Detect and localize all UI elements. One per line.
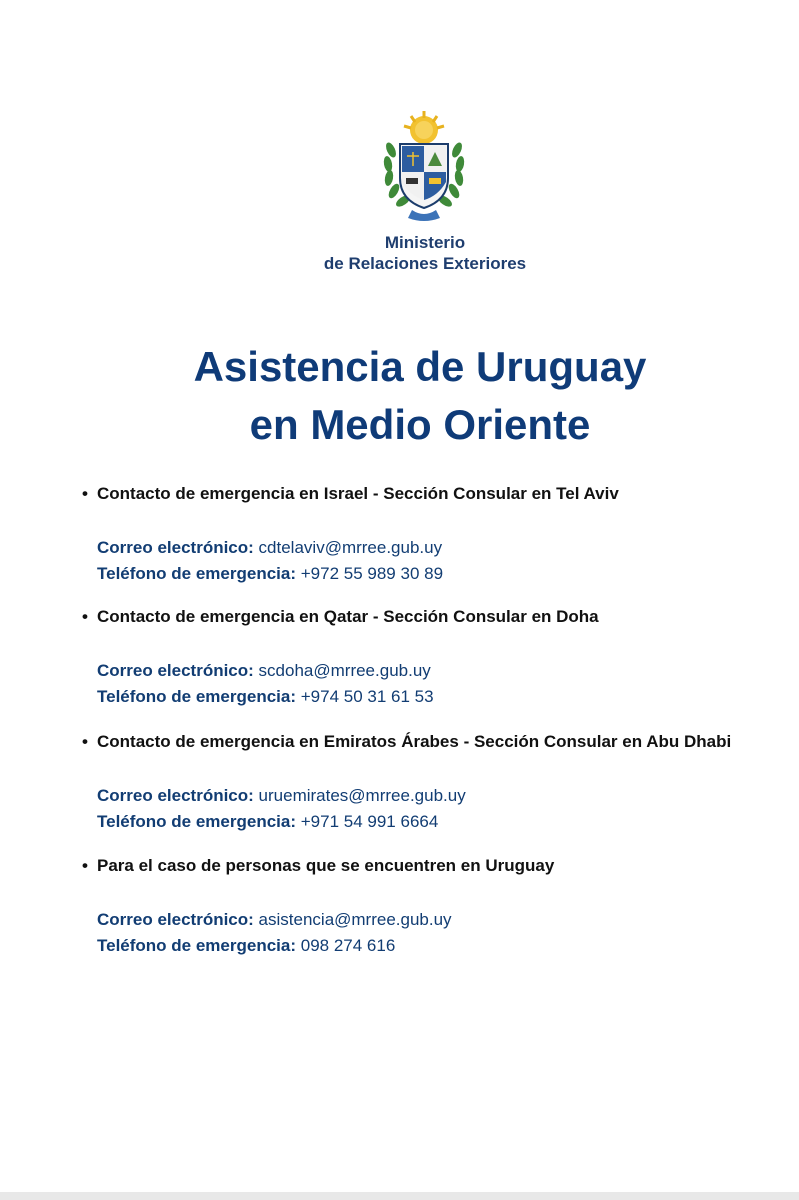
ministry-line-2: de Relaciones Exteriores [323, 254, 527, 273]
email-row [97, 783, 780, 809]
email-row [97, 658, 780, 684]
entry-heading [80, 855, 780, 877]
email-value[interactable]: asistencia@mrree.gub.uy [258, 910, 452, 929]
email-value[interactable]: scdoha@mrree.gub.uy [258, 661, 431, 680]
email-label: Correo electrónico: [97, 538, 254, 557]
contact-entry-emirates [80, 731, 780, 835]
bullet-icon: • [82, 484, 88, 503]
email-label: Correo electrónico: [97, 661, 254, 680]
phone-row [97, 561, 780, 587]
contact-details [80, 783, 780, 835]
phone-label: Teléfono de emergencia: [97, 687, 297, 706]
email-row [97, 907, 780, 933]
email-value[interactable]: cdtelaviv@mrree.gub.uy [258, 538, 443, 557]
bottom-edge-bar [0, 1192, 799, 1200]
page-title-line-2: en Medio Oriente [249, 401, 591, 448]
contact-details [80, 535, 780, 587]
email-row [97, 535, 780, 561]
page-title [120, 338, 720, 454]
ministry-line-1: Ministerio [384, 233, 466, 252]
entry-heading-text: Contacto de emergencia en Israel - Sección Consular en Tel Aviv [97, 484, 619, 503]
entry-heading-text: Para el caso de personas que se encuentren en Uruguay [97, 856, 555, 875]
email-label: Correo electrónico: [97, 910, 254, 929]
sun-icon [404, 111, 444, 144]
phone-row [97, 809, 780, 835]
contact-entry-uruguay [80, 855, 780, 959]
contact-entry-qatar [80, 606, 780, 710]
bullet-icon: • [82, 732, 88, 751]
entry-heading-text: Contacto de emergencia en Qatar - Sección Consular en Doha [97, 607, 599, 626]
ribbon-icon [408, 210, 440, 221]
contact-details [80, 658, 780, 710]
phone-label: Teléfono de emergencia: [97, 936, 297, 955]
entry-heading-text: Contacto de emergencia en Emiratos Árabes - Sección Consular en Abu Dhabi [97, 732, 732, 751]
entry-heading [80, 483, 780, 505]
bullet-icon: • [82, 856, 88, 875]
page-title-line-1: Asistencia de Uruguay [193, 343, 647, 390]
phone-value[interactable]: +971 54 991 6664 [300, 812, 439, 831]
ministry-name [280, 232, 570, 274]
phone-label: Teléfono de emergencia: [97, 564, 297, 583]
phone-value[interactable]: 098 274 616 [300, 936, 396, 955]
entry-heading [80, 731, 780, 753]
phone-label: Teléfono de emergencia: [97, 812, 297, 831]
email-value[interactable]: uruemirates@mrree.gub.uy [258, 786, 466, 805]
contact-entry-israel [80, 483, 780, 587]
shield-icon [400, 144, 448, 208]
contact-details [80, 907, 780, 959]
phone-row [97, 684, 780, 710]
bullet-icon: • [82, 607, 88, 626]
email-label: Correo electrónico: [97, 786, 254, 805]
uruguay-coat-of-arms-icon [382, 108, 466, 224]
phone-row [97, 933, 780, 959]
phone-value[interactable]: +972 55 989 30 89 [300, 564, 444, 583]
phone-value[interactable]: +974 50 31 61 53 [300, 687, 434, 706]
entry-heading [80, 606, 780, 628]
